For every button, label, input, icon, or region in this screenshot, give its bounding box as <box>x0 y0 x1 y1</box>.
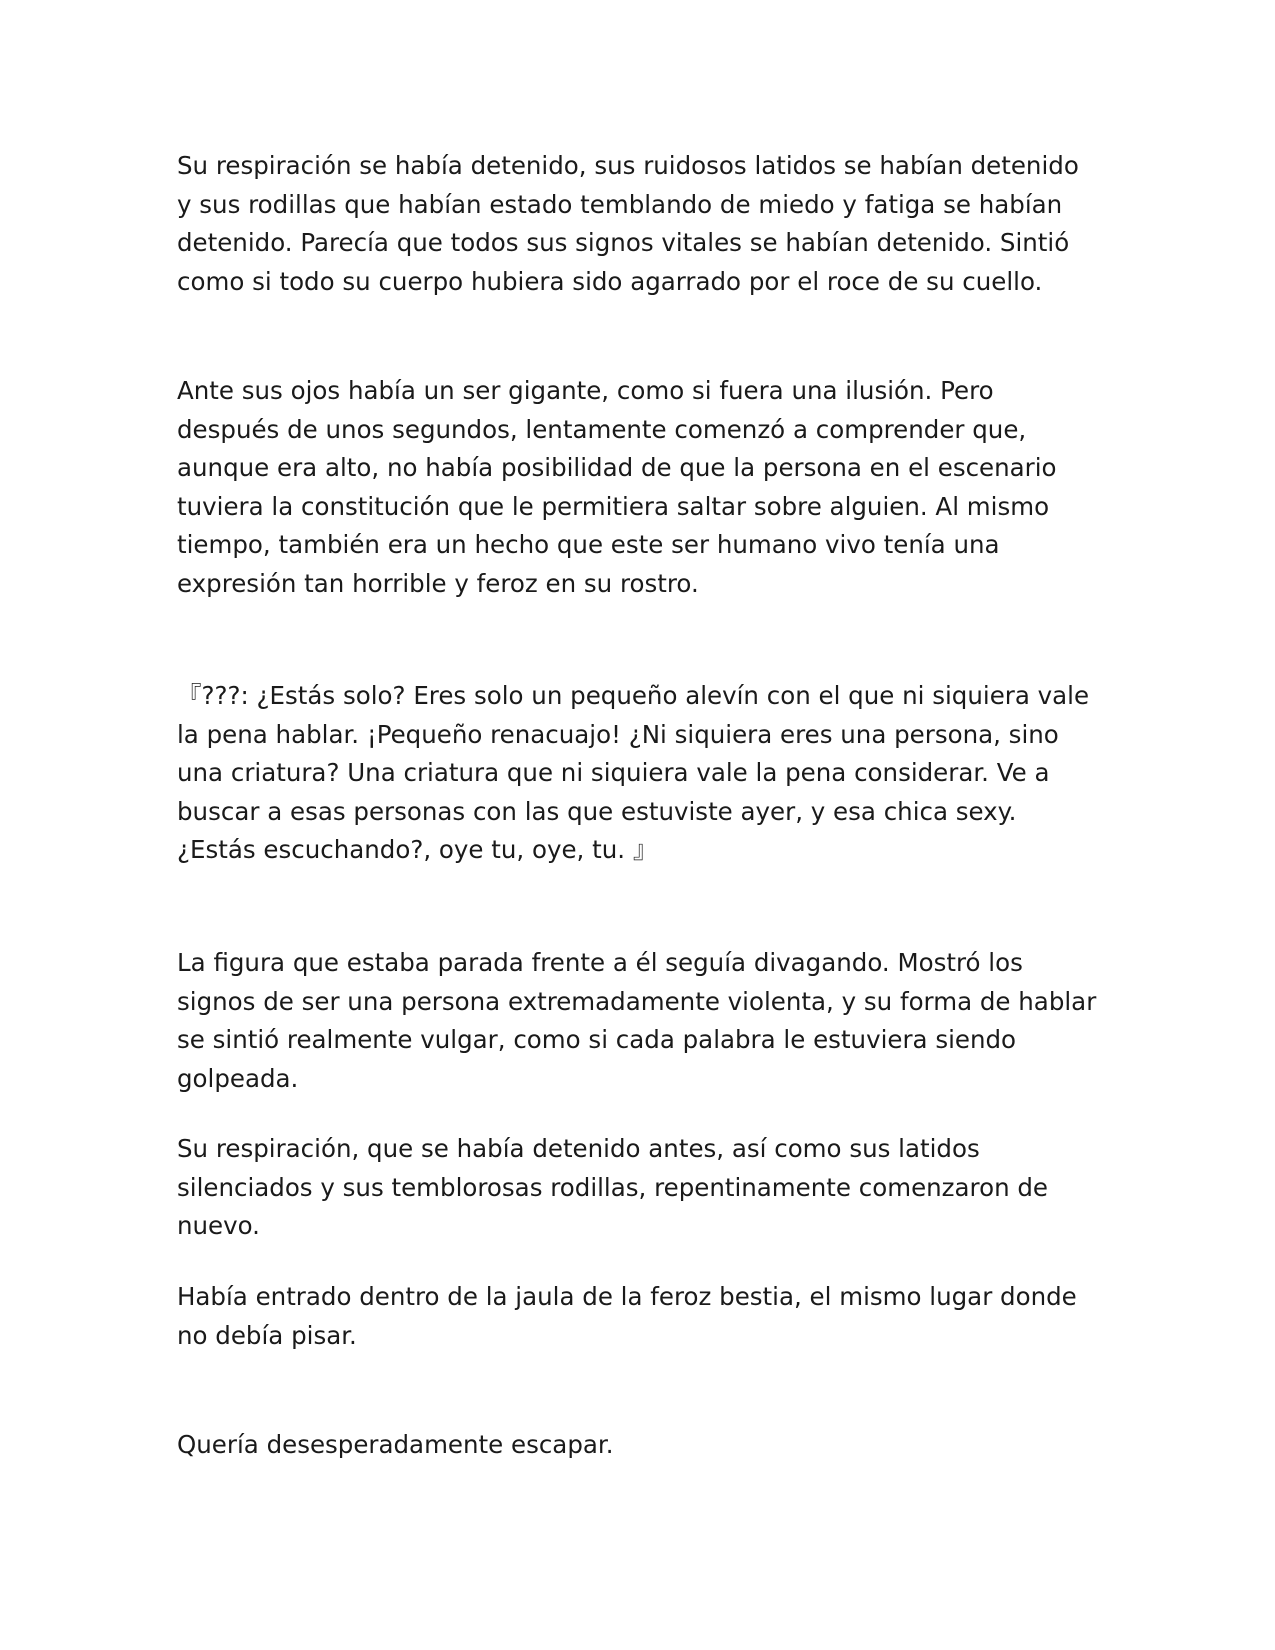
paragraph: Su respiración se había detenido, sus ruidosos latidos se habían detenido y sus rodillas que habían estado temblando de miedo y fatiga se habían detenido. Parecía que todos sus signos vitales se habían detenido. Sintió como si todo su cuerpo hubiera sido agarrado por el roce de su cuello. <box>177 151 1079 296</box>
paragraph: Quería desesperadamente escapar. <box>177 1430 614 1459</box>
paragraph: Había entrado dentro de la jaula de la feroz bestia, el mismo lugar donde no debía pisar. <box>177 1282 1077 1350</box>
paragraph: La figura que estaba parada frente a él seguía divagando. Mostró los signos de ser una persona extremadamente violenta, y su forma de hablar se sintió realmente vulgar, como si cada palabra le estuviera siendo golpeada. <box>177 948 1097 1093</box>
paragraph: Ante sus ojos había un ser gigante, como si fuera una ilusión. Pero después de unos segundos, lentamente comenzó a comprender que, aunque era alto, no había posibilidad de que la persona en el escenario tuviera la constitución que le permitiera saltar sobre alguien. Al mismo tiempo, también era un hecho que este ser humano vivo tenía una expresión tan horrible y feroz en su rostro. <box>177 376 1057 598</box>
dialogue-paragraph: 『???: ¿Estás solo? Eres solo un pequeño alevín con el que ni siquiera vale la pena hablar. ¡Pequeño renacuajo! ¿Ni siquiera eres una persona, sino una criatura? Una criatura que ni siquiera vale la pena considerar. Ve a buscar a esas personas con las que estuviste ayer, y esa chica sexy. ¿Estás escuchando?, oye tu, oye, tu. 』 <box>177 681 1090 864</box>
paragraph: Su respiración, que se había detenido antes, así como sus latidos silenciados y sus temblorosas rodillas, repentinamente comenzaron de nuevo. <box>177 1134 1049 1240</box>
